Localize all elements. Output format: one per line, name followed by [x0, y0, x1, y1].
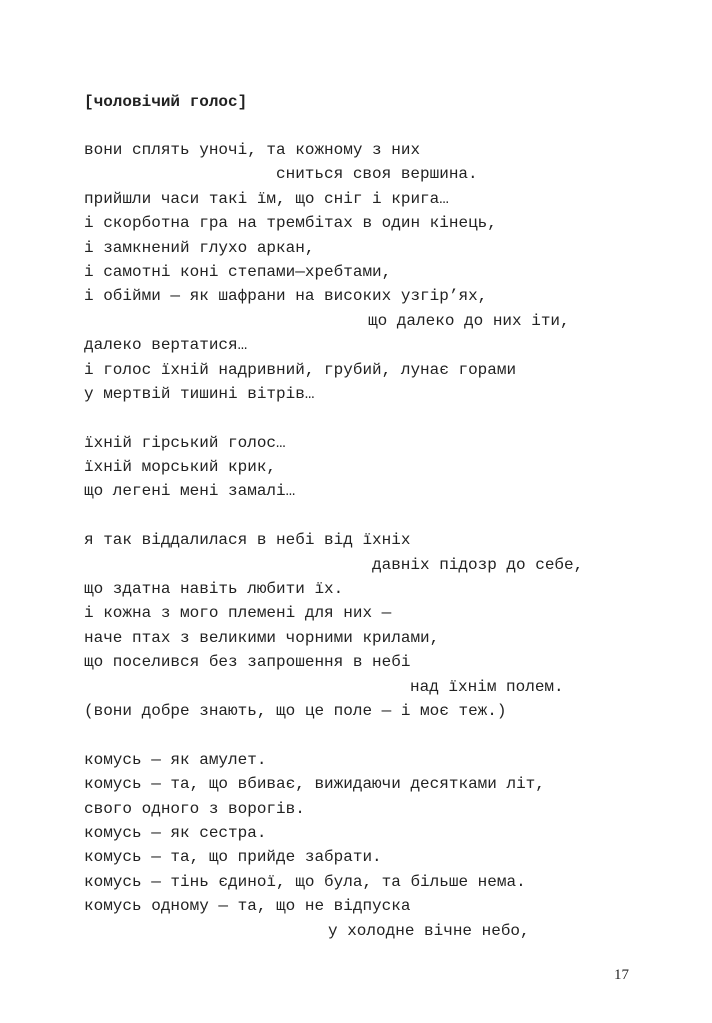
poem-line: і замкнений глухо аркан, — [84, 238, 315, 257]
poem-line: вони сплять уночі, та кожному з них — [84, 141, 421, 159]
poem-line: далеко вертатися… — [84, 336, 248, 355]
poem-line: прийшли часи такі їм, що сніг і крига… — [84, 189, 449, 208]
poem-line: над їхнім полем. — [410, 677, 564, 696]
poem-line: наче птах з великими чорними крилами, — [84, 628, 440, 647]
poem-line: що поселився без запрошення в небі — [84, 653, 411, 672]
poem-line: комусь — як амулет. — [84, 750, 267, 769]
poem-line: що далеко до них іти, — [368, 311, 570, 330]
poem-line: і самотні коні степами—хребтами, — [84, 262, 392, 281]
poem-line: комусь — та, що вбиває, вижидаючи десятками літ, — [84, 775, 545, 794]
poem-line: і кожна з мого племені для них — — [84, 604, 392, 623]
stanza-break — [84, 504, 644, 528]
poem-line: сниться своя вершина. — [276, 165, 478, 184]
poem-line: і голос їхній надривний, грубий, лунає горами — [84, 360, 517, 379]
speaker-heading: [чоловічий голос] — [84, 93, 248, 111]
poem-line: їхній гірський голос… — [84, 433, 286, 452]
poem-line: у мертвій тишині вітрів… — [84, 384, 315, 403]
poem-line: я так віддалилася в небі від їхніх — [84, 531, 411, 550]
poem-line: (вони добре знають, що це поле — і моє теж.) — [84, 701, 507, 720]
stanza-break — [84, 406, 644, 430]
poem-line: що здатна навіть любити їх. — [84, 580, 344, 599]
poem-line: і скорботна гра на трембітах в один кінець, — [84, 214, 497, 233]
poem-line: і обійми — як шафрани на високих узгір’ях, — [84, 287, 488, 306]
poem-line: свого одного з ворогів. — [84, 799, 305, 818]
poem-line: давніх підозр до себе, — [372, 555, 584, 574]
poem-line: їхній морський крик, — [84, 458, 277, 477]
poem-line: комусь — тінь єдиної, що була, та більше нема. — [84, 872, 526, 891]
stanza-break — [84, 723, 644, 747]
poem-line: комусь — та, що прийде забрати. — [84, 848, 382, 867]
poem-line: комусь — як сестра. — [84, 823, 267, 842]
page-number: 17 — [614, 967, 629, 983]
poem-line: що легені мені замалі… — [84, 482, 296, 501]
poem-body — [84, 138, 644, 943]
poem-line: комусь одному — та, що не відпуска — [84, 897, 411, 916]
poem-line: у холодне вічне небо, — [328, 921, 530, 940]
